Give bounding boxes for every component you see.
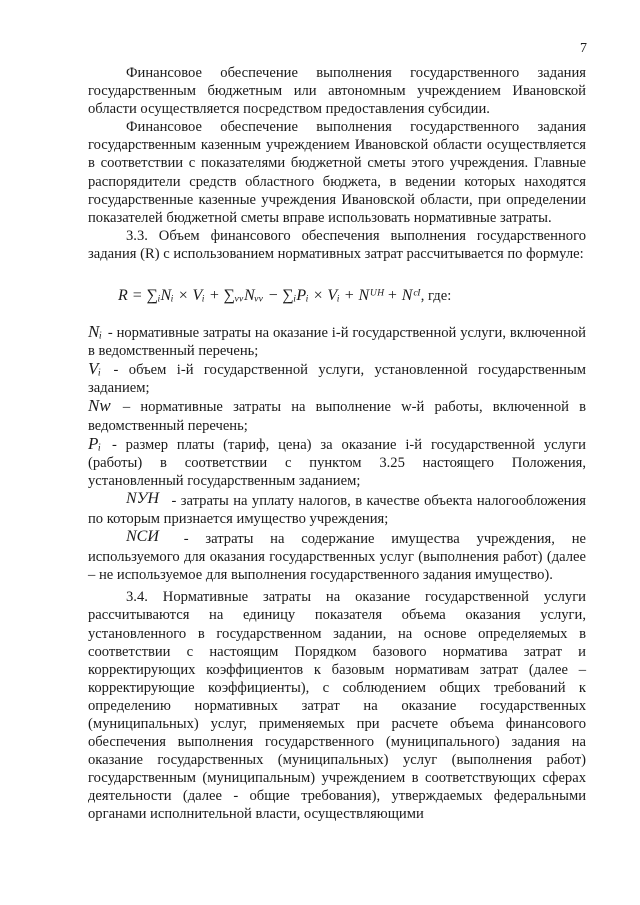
definitions-list: [88, 323, 586, 584]
definition-item: [88, 323, 586, 360]
definition-text: - нормативные затраты на оказание i-й государственной услуги, включенной в ведомственный перечень;: [88, 325, 586, 360]
formula-tail: , где:: [420, 288, 452, 305]
definition-symbol: NУН: [126, 489, 159, 507]
definition-symbol: NСИ: [126, 528, 159, 546]
document-body: [88, 64, 586, 824]
formula: [88, 285, 586, 307]
definition-item: [88, 397, 586, 434]
paragraph-3-3: 3.3. Объем финансового обеспечения выполнения государственного задания (R) с использованием нормативных затрат рассчитывается по формуле:: [88, 227, 586, 262]
definition-item: [88, 360, 586, 397]
definition-text: - объем i-й государственной услуги, установленной государственным заданием;: [88, 362, 586, 397]
paragraph-budget-estimate: Финансовое обеспечение выполнения государственного задания государственным казенным учреждением Ивановской области осуществляется в соответствии с показателями бюджетной сметы этого учреждения. Главные распорядители средств областного бюджета, в ведении которых находятся государственные казенные учреждения Ивановской области, при определении показателей бюджетной сметы вправе использовать нормативные затраты.: [88, 119, 586, 226]
definition-text: - размер платы (тариф, цена) за оказание i-й государственной услуги (работы) в соответствии с пунктом 3.25 настоящего Положения, установленный государственным заданием;: [88, 436, 586, 489]
definition-text: - затраты на уплату налогов, в качестве объекта налогообложения по которым признается имущество учреждения;: [88, 492, 587, 527]
definition-item: [88, 528, 586, 584]
page-number: 7: [580, 41, 587, 56]
definition-symbol: Vᵢ: [88, 359, 102, 379]
definition-symbol: Nᵢ: [88, 322, 103, 342]
definition-symbol: Nw: [88, 396, 111, 416]
definition-item: [88, 435, 586, 490]
definition-text: - затраты на содержание имущества учреждения, не используемого для оказания государственных услуг (выполнения работ) (далее – не используемое для выполнения государственного задания имущество).: [88, 531, 586, 584]
definition-symbol: Pᵢ: [88, 433, 102, 453]
definition-text: – нормативные затраты на выполнение w-й работы, включенной в ведомственный перечень;: [88, 399, 586, 434]
paragraph-subsidy: Финансовое обеспечение выполнения государственного задания государственным бюджетным или автономным учреждением Ивановской области осуществляется посредством предоставления субсидии.: [88, 65, 586, 118]
paragraph-3-4: 3.4. Нормативные затраты на оказание государственной услуги рассчитываются на единицу показателя объема оказания услуги, установленного в государственном задании, на основе определяемых в соответствии с настоящим Порядком базового норматива затрат и корректирующих коэффициентов к базовым нормативам затрат (далее – корректирующие коэффициенты), с соблюдением общих требований к определению нормативных затрат на оказание государственных (муниципальных) услуг, применяемых при расчете объема финансового обеспечения выполнения государственного (муниципального) задания на оказание государственных (муниципальных) услуг (выполнения работ) государственным (муниципальным) учреждением в соответствующих сферах деятельности (далее - общие требования), утверждаемых федеральными органами исполнительной власти, осуществляющими: [88, 589, 586, 823]
definition-item: [88, 490, 586, 528]
formula-expression: R = ∑ᵢNᵢ × Vᵢ + ∑ᵥᵥNᵥᵥ − ∑ᵢPᵢ × Vᵢ + Nᵁᴴ + Nᶜᴵ: [118, 287, 421, 305]
